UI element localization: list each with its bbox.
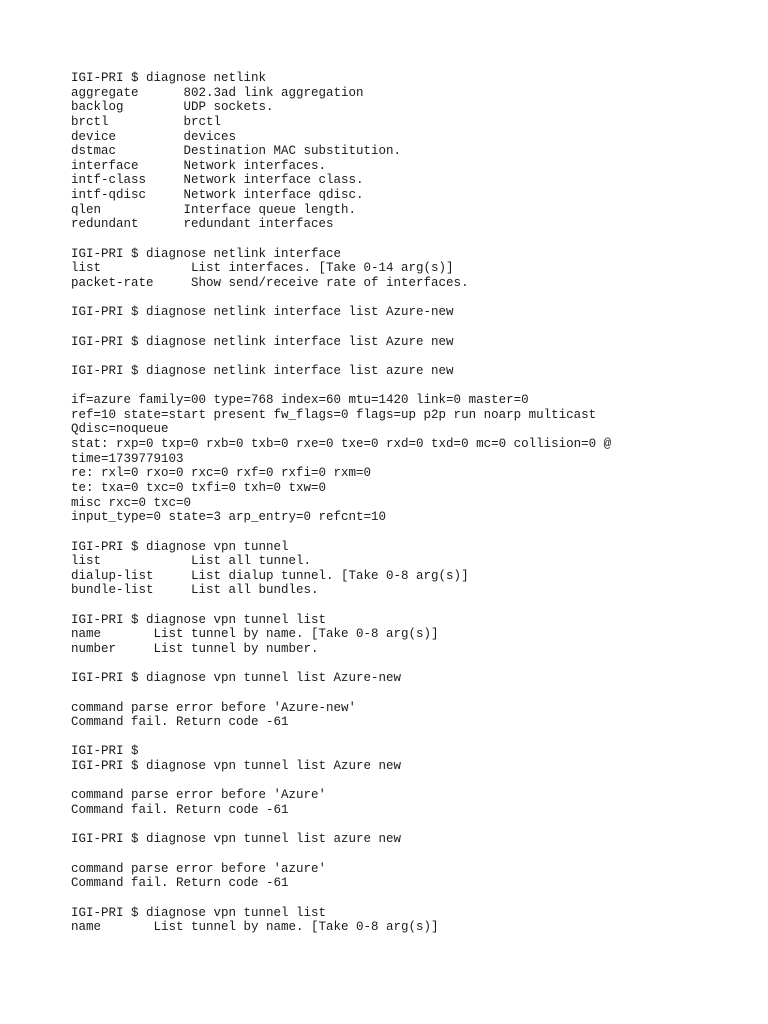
transcript-line: IGI-PRI $ diagnose vpn tunnel list azure new — [71, 832, 402, 847]
transcript-line — [71, 320, 751, 335]
transcript-line: IGI-PRI $ diagnose vpn tunnel — [71, 539, 289, 554]
transcript-line: ref=10 state=start present fw_flags=0 flags=up p2p run noarp multicast — [71, 407, 597, 422]
transcript-line: list List all tunnel. — [71, 554, 312, 569]
transcript-line: bundle-list List all bundles. — [71, 583, 319, 598]
transcript-line: IGI-PRI $ diagnose vpn tunnel list Azure-new — [71, 671, 402, 686]
transcript-line: IGI-PRI $ diagnose netlink interface list Azure new — [71, 334, 454, 349]
transcript-line — [71, 657, 751, 672]
transcript-line — [71, 891, 751, 906]
transcript-line — [71, 686, 751, 701]
transcript-line: packet-rate Show send/receive rate of interfaces. — [71, 275, 469, 290]
transcript-line: stat: rxp=0 txp=0 rxb=0 txb=0 rxe=0 txe=0 rxd=0 txd=0 mc=0 collision=0 @ — [71, 437, 612, 452]
transcript-line: te: txa=0 txc=0 txfi=0 txh=0 txw=0 — [71, 480, 327, 495]
transcript-line: aggregate 802.3ad link aggregation — [71, 85, 364, 100]
transcript-line: intf-qdisc Network interface qdisc. — [71, 188, 364, 203]
transcript-line: Command fail. Return code -61 — [71, 876, 289, 891]
transcript-line: command parse error before 'azure' — [71, 861, 327, 876]
transcript-line — [71, 774, 751, 789]
terminal-transcript — [71, 71, 751, 935]
transcript-line — [71, 818, 751, 833]
transcript-line — [71, 598, 751, 613]
transcript-line: number List tunnel by number. — [71, 641, 319, 656]
transcript-line: name List tunnel by name. [Take 0-8 arg(s)] — [71, 920, 439, 935]
transcript-line: dstmac Destination MAC substitution. — [71, 144, 402, 159]
transcript-line — [71, 847, 751, 862]
transcript-line: IGI-PRI $ diagnose netlink interface list Azure-new — [71, 305, 454, 320]
transcript-line: IGI-PRI $ diagnose netlink interface list azure new — [71, 363, 454, 378]
transcript-line: intf-class Network interface class. — [71, 173, 364, 188]
transcript-line — [71, 349, 751, 364]
transcript-line: re: rxl=0 rxo=0 rxc=0 rxf=0 rxfi=0 rxm=0 — [71, 466, 372, 481]
transcript-line: Command fail. Return code -61 — [71, 715, 289, 730]
transcript-line: device devices — [71, 129, 237, 144]
transcript-line: time=1739779103 — [71, 451, 184, 466]
transcript-line: input_type=0 state=3 arp_entry=0 refcnt=10 — [71, 510, 387, 525]
transcript-line: Qdisc=noqueue — [71, 422, 169, 437]
transcript-line: IGI-PRI $ diagnose vpn tunnel list — [71, 612, 327, 627]
transcript-line: name List tunnel by name. [Take 0-8 arg(s)] — [71, 627, 439, 642]
transcript-line — [71, 378, 751, 393]
transcript-line: IGI-PRI $ diagnose vpn tunnel list Azure new — [71, 759, 402, 774]
transcript-line: backlog UDP sockets. — [71, 100, 274, 115]
transcript-line: qlen Interface queue length. — [71, 202, 357, 217]
transcript-line: IGI-PRI $ diagnose vpn tunnel list — [71, 905, 327, 920]
transcript-line: command parse error before 'Azure' — [71, 788, 327, 803]
transcript-line — [71, 525, 751, 540]
transcript-line — [71, 730, 751, 745]
transcript-line: list List interfaces. [Take 0-14 arg(s)] — [71, 261, 454, 276]
transcript-line: IGI-PRI $ diagnose netlink — [71, 71, 267, 85]
transcript-line: if=azure family=00 type=768 index=60 mtu=1420 link=0 master=0 — [71, 393, 529, 408]
transcript-line — [71, 232, 751, 247]
transcript-line: redundant redundant interfaces — [71, 217, 334, 232]
transcript-line: Command fail. Return code -61 — [71, 803, 289, 818]
transcript-line: interface Network interfaces. — [71, 158, 327, 173]
transcript-line: misc rxc=0 txc=0 — [71, 495, 192, 510]
transcript-line: command parse error before 'Azure-new' — [71, 700, 357, 715]
transcript-line — [71, 291, 751, 306]
transcript-line: IGI-PRI $ diagnose netlink interface — [71, 246, 342, 261]
transcript-line: IGI-PRI $ — [71, 744, 139, 759]
transcript-line: dialup-list List dialup tunnel. [Take 0-8 arg(s)] — [71, 568, 469, 583]
transcript-line: brctl brctl — [71, 114, 222, 129]
